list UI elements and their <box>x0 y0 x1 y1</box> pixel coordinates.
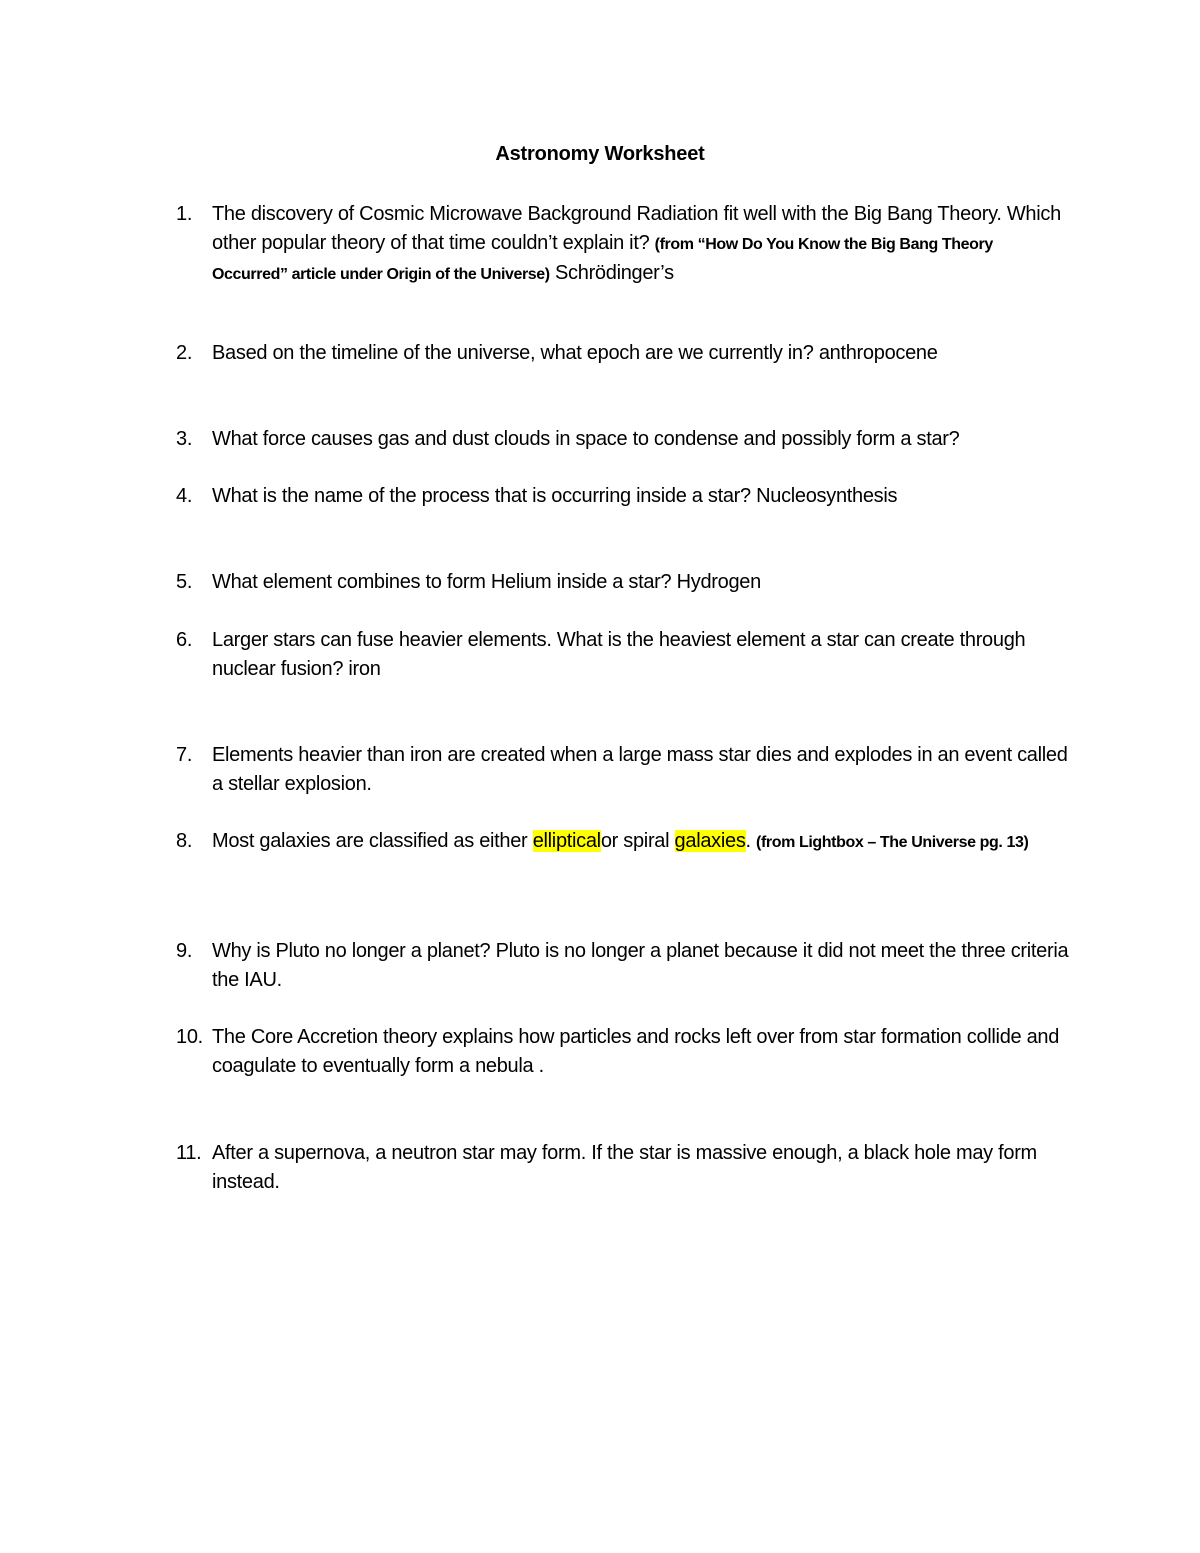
question-text: or spiral <box>600 830 675 852</box>
question-2 <box>170 339 1070 368</box>
question-4 <box>170 482 1070 511</box>
question-number: 2. <box>176 342 193 364</box>
question-text: Elements heavier than iron are created when a large mass star dies and explodes in an event called a stellar explosion. <box>212 744 1068 795</box>
question-5 <box>170 568 1070 597</box>
question-text: Based on the timeline of the universe, what epoch are we currently in? anthropocene <box>212 342 938 364</box>
question-number: 9. <box>176 940 193 962</box>
question-source: (from Lightbox – The Universe pg. 13) <box>756 834 1029 851</box>
question-text: . <box>745 830 757 852</box>
highlighted-answer: galaxies <box>674 830 746 852</box>
question-text: Why is Pluto no longer a planet? Pluto is no longer a planet because it did not meet the three criteria the IAU. <box>212 940 1069 991</box>
question-text: The Core Accretion theory explains how particles and rocks left over from star formation collide and coagulate to eventually form a nebula . <box>212 1026 1060 1077</box>
question-7 <box>170 741 1070 798</box>
question-text: What element combines to form Helium inside a star? Hydrogen <box>212 571 761 593</box>
question-number: 8. <box>176 830 193 852</box>
question-number: 4. <box>176 485 193 507</box>
question-3 <box>170 425 1070 454</box>
question-1 <box>170 200 1070 290</box>
question-text: Larger stars can fuse heavier elements. What is the heaviest element a star can create through nuclear fusion? iron <box>212 629 1026 680</box>
question-number: 5. <box>176 571 193 593</box>
highlighted-answer: elliptical <box>532 830 601 852</box>
question-9 <box>170 937 1070 994</box>
question-number: 10. <box>176 1026 203 1048</box>
question-number: 6. <box>176 629 193 651</box>
question-number: 7. <box>176 744 193 766</box>
question-number: 1. <box>176 203 193 225</box>
question-11 <box>170 1139 1070 1196</box>
question-number: 11. <box>176 1142 202 1164</box>
question-6 <box>170 626 1070 683</box>
question-text: What is the name of the process that is occurring inside a star? Nucleosynthesis <box>212 485 898 507</box>
question-source: (from “How Do You Know the Big Bang Theory Occurred” article under Origin of the Universe) <box>212 235 993 283</box>
page-title: Astronomy Worksheet <box>495 143 705 165</box>
question-text: After a supernova, a neutron star may form. If the star is massive enough, a black hole may form instead. <box>212 1142 1037 1193</box>
question-10 <box>170 1023 1070 1080</box>
question-text: Most galaxies are classified as either <box>212 830 533 852</box>
question-number: 3. <box>176 428 193 450</box>
question-answer: Schrödinger’s <box>555 262 674 284</box>
question-text: What force causes gas and dust clouds in space to condense and possibly form a star? <box>212 428 960 450</box>
question-text: The discovery of Cosmic Microwave Background Radiation fit well with the Big Bang Theory. Which other popular theory of that time couldn’t explain it? <box>212 203 1061 254</box>
question-8 <box>170 827 1070 858</box>
